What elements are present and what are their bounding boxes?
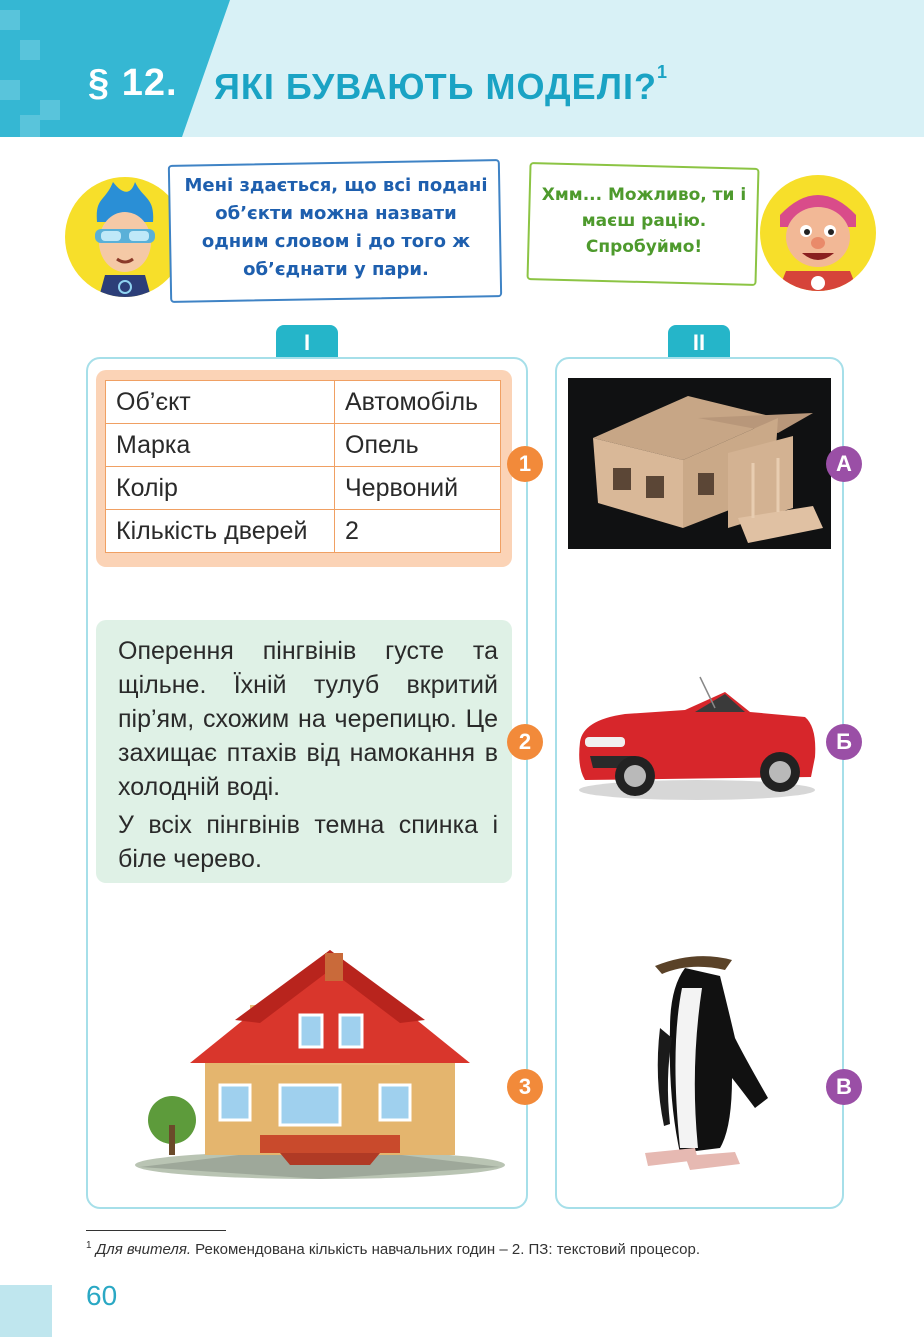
marker-v: В <box>826 1069 862 1105</box>
table-row <box>106 424 501 467</box>
footnote <box>86 1240 700 1258</box>
house-illustration <box>130 945 510 1180</box>
marker-1: 1 <box>507 446 543 482</box>
table-cell: Автомобіль <box>335 381 501 424</box>
marker-b: Б <box>826 724 862 760</box>
right-speech-text: Хмм... Можливо, ти і маєш рацію. Спробуймо! <box>541 185 747 257</box>
section-title-text: ЯКІ БУВАЮТЬ МОДЕЛІ? <box>214 66 657 107</box>
footnote-text: Рекомендована кількість навчальних годин – 2. ПЗ: текстовий процесор. <box>191 1241 701 1258</box>
marker-a: А <box>826 446 862 482</box>
page-number: 60 <box>86 1280 118 1311</box>
table-cell: Об’єкт <box>106 381 335 424</box>
section-number: § 12. <box>88 62 178 104</box>
boy-character-avatar <box>65 177 185 297</box>
footnote-mark: 1 <box>86 1240 92 1251</box>
penguin-text-paragraph-2: У всіх пінгвінів темна спинка і біле черево. <box>118 811 498 873</box>
table-cell: Опель <box>335 424 501 467</box>
table-cell: Колір <box>106 467 335 510</box>
marker-2: 2 <box>507 724 543 760</box>
marker-3: 3 <box>507 1069 543 1105</box>
penguin-model-photo <box>640 948 770 1176</box>
table-row <box>106 381 501 424</box>
table-row <box>106 467 501 510</box>
left-speech-text: Мені здається, що всі подані об’єкти можна назвати одним словом і до того ж об’єднати у пари. <box>184 175 488 280</box>
man-character-avatar <box>760 175 876 291</box>
red-car-photo <box>575 672 820 804</box>
column-tab-ii: II <box>668 325 730 359</box>
corner-pixel-decoration <box>0 1285 52 1337</box>
table-cell: 2 <box>335 510 501 553</box>
table-cell: Кількість дверей <box>106 510 335 553</box>
table-cell: Марка <box>106 424 335 467</box>
penguin-text-paragraph-1: Оперення пінгвінів густе та щільне. Їхній тулуб вкритий пір’ям, схожим на черепицю. Це захищає птахів від намокання в холодній воді. <box>118 637 498 801</box>
column-tab-i: I <box>276 325 338 359</box>
section-title <box>214 62 668 108</box>
cardboard-house-model-photo <box>568 378 831 549</box>
table-row <box>106 510 501 553</box>
car-attribute-table <box>105 380 501 553</box>
table-cell: Червоний <box>335 467 501 510</box>
footnote-italic: Для вчителя. <box>95 1241 192 1258</box>
footnote-rule <box>86 1230 226 1231</box>
title-footnote-mark: 1 <box>656 62 668 82</box>
